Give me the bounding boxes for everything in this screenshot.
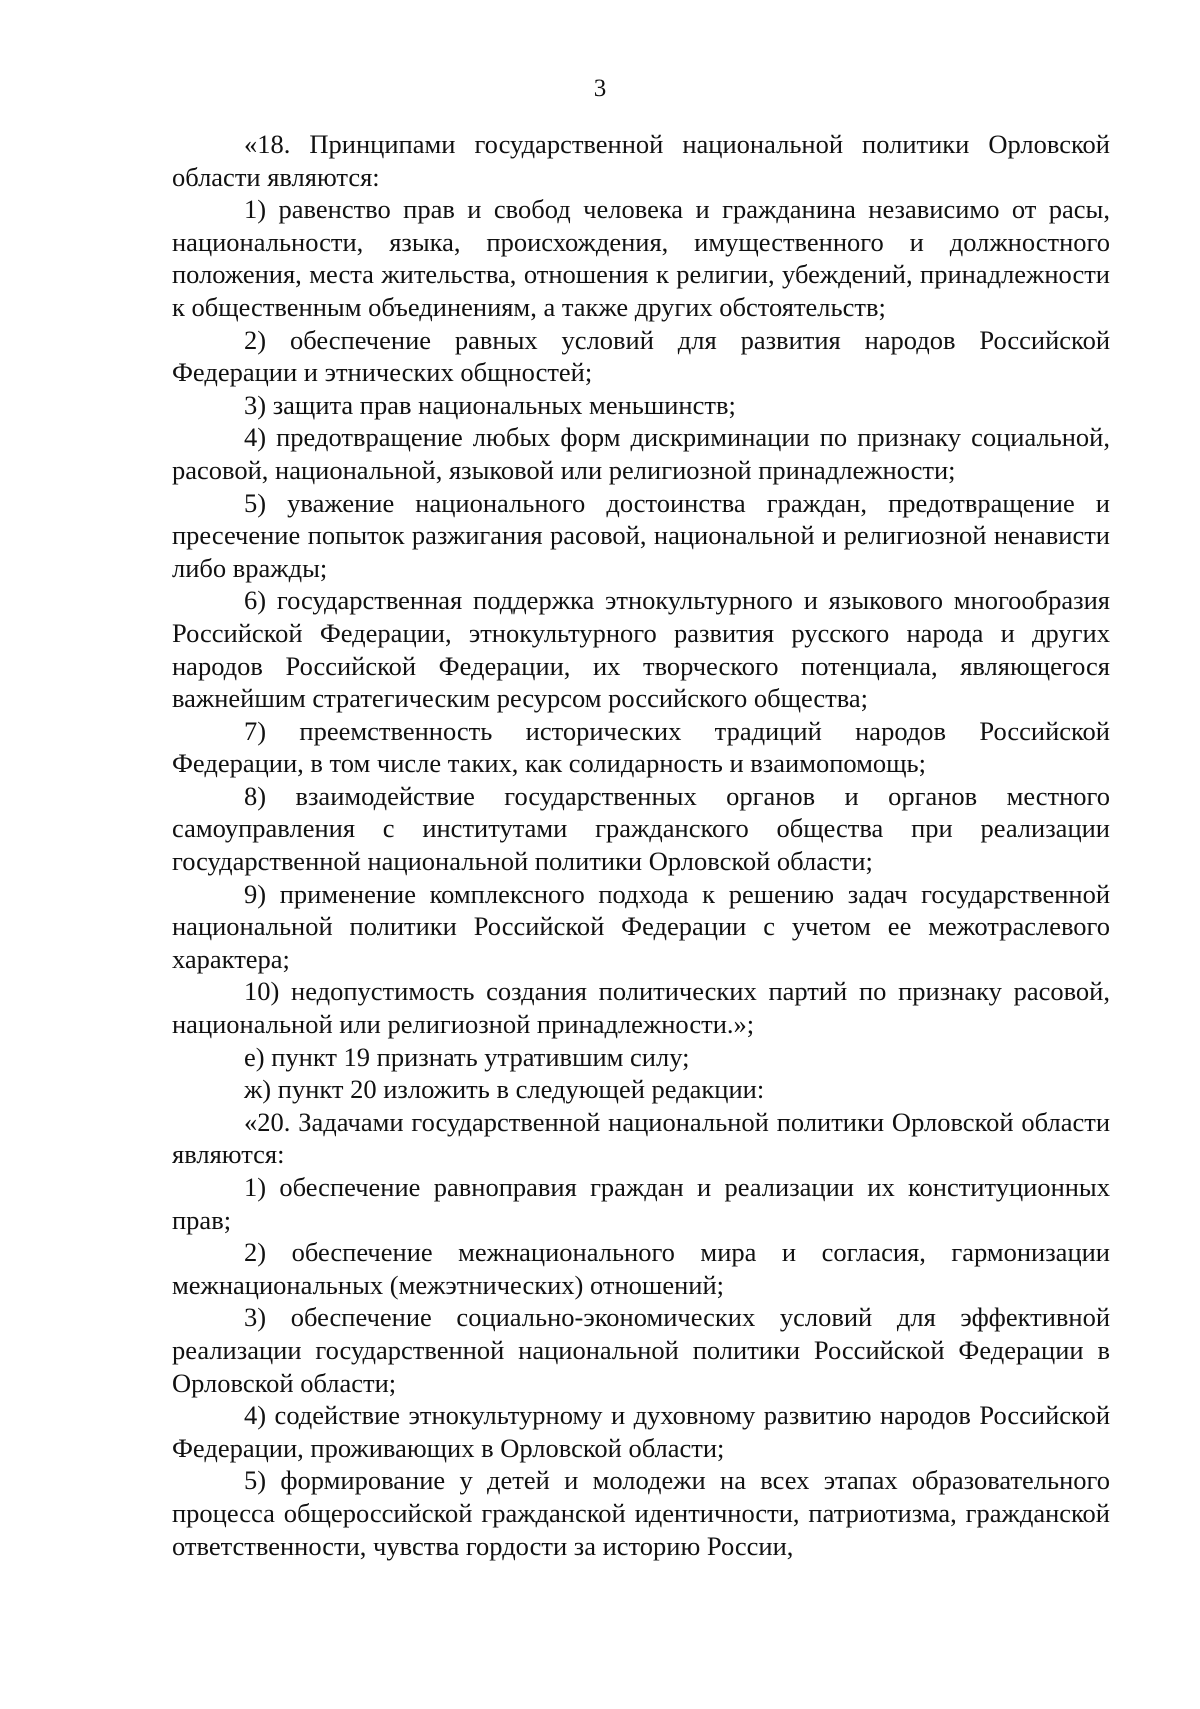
- paragraph: 7) преемственность исторических традиций народов Российской Федерации, в том числе таких, как солидарность и взаимопомощь;: [172, 715, 1110, 779]
- paragraph: 4) предотвращение любых форм дискриминации по признаку социальной, расовой, национальной, языковой или религиозной принадлежности;: [172, 422, 1110, 485]
- document-body: [172, 128, 1110, 1562]
- paragraph: 3) обеспечение социально-экономических условий для эффективной реализации государственной национальной политики Российской Федерации в Орловской области;: [172, 1302, 1110, 1398]
- paragraph: 3) защита прав национальных меньшинств;: [244, 389, 736, 420]
- paragraph: «18. Принципами государственной национальной политики Орловской области являются:: [172, 129, 1110, 192]
- paragraph: 1) обеспечение равноправия граждан и реализации их конституционных прав;: [172, 1172, 1110, 1235]
- paragraph: 9) применение комплексного подхода к решению задач государственной национальной политики Российской Федерации с учетом ее межотраслевого характера;: [172, 878, 1110, 974]
- paragraph: 5) формирование у детей и молодежи на всех этапах образовательного процесса общероссийской гражданской идентичности, патриотизма, гражданской ответственности, чувства гордости за историю России,: [172, 1465, 1110, 1561]
- paragraph: 5) уважение национального достоинства граждан, предотвращение и пресечение попыток разжигания расовой, национальной и религиозной ненависти либо вражды;: [172, 487, 1110, 583]
- paragraph: 4) содействие этнокультурному и духовному развитию народов Российской Федерации, проживающих в Орловской области;: [172, 1400, 1110, 1463]
- page-number: 3: [593, 75, 607, 102]
- paragraph: «20. Задачами государственной национальной политики Орловской области являются:: [172, 1106, 1110, 1170]
- paragraph: ж) пункт 20 изложить в следующей редакции:: [244, 1074, 765, 1105]
- paragraph: 1) равенство прав и свобод человека и гражданина независимо от расы, национальности, языка, происхождения, имущественного и должностного положения, места жительства, отношения к религии, убеждений, принадлежности к общественным объединениям, а также других обстоятельств;: [172, 194, 1110, 322]
- paragraph: 6) государственная поддержка этнокультурного и языкового многообразия Российской Федерации, этнокультурного развития русского народа и других народов Российской Федерации, их творческого потенциала, являющегося важнейшим стратегическим ресурсом российского общества;: [172, 585, 1110, 714]
- paragraph: 2) обеспечение равных условий для развития народов Российской Федерации и этнических общностей;: [172, 324, 1110, 388]
- paragraph: 2) обеспечение межнационального мира и согласия, гармонизации межнациональных (межэтнических) отношений;: [172, 1237, 1110, 1300]
- paragraph: 10) недопустимость создания политических партий по признаку расовой, национальной или религиозной принадлежности.»;: [172, 976, 1110, 1040]
- paragraph: е) пункт 19 признать утратившим силу;: [244, 1041, 690, 1072]
- paragraph: 8) взаимодействие государственных органов и органов местного самоуправления с институтами гражданского общества при реализации государственной национальной политики Орловской области;: [172, 780, 1110, 877]
